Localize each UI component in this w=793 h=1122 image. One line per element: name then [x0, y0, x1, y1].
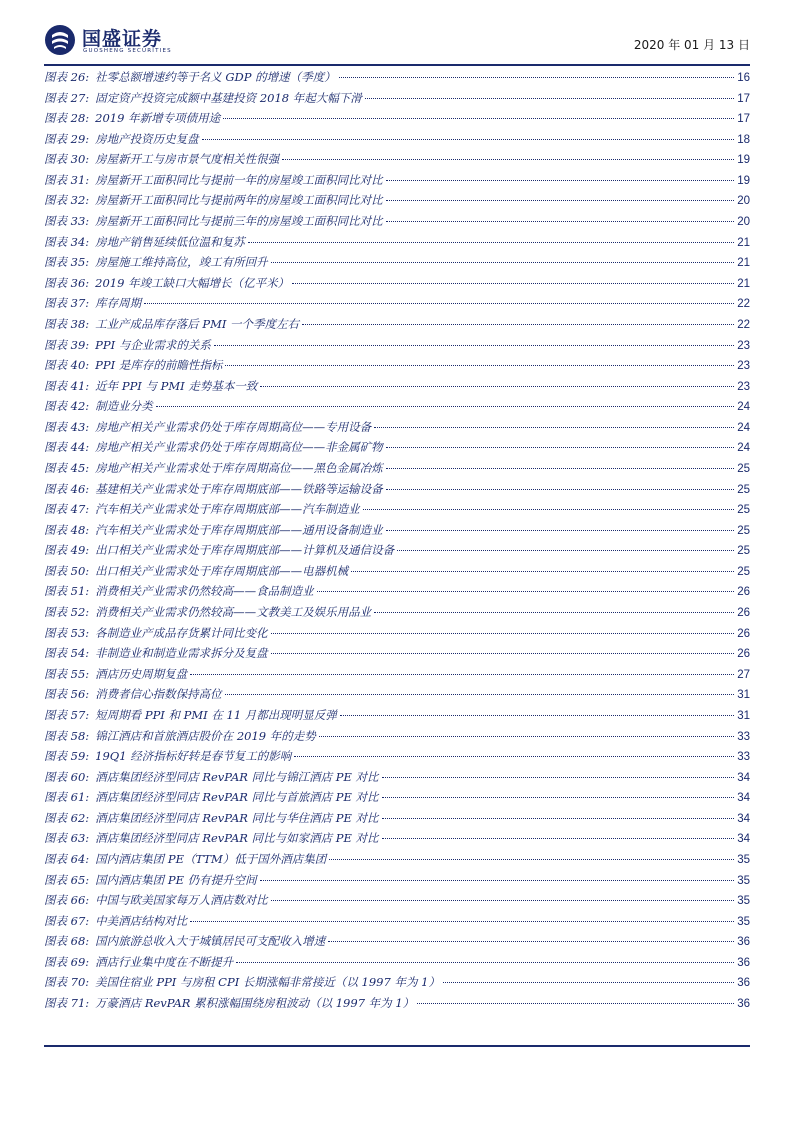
- toc-entry-label: 图表 71:: [44, 996, 90, 1011]
- toc-entry[interactable]: [44, 666, 750, 687]
- toc-dot-leader: [271, 633, 735, 634]
- toc-entry-page: 27: [737, 668, 750, 681]
- toc-entry-label: 图表 49:: [44, 543, 90, 558]
- toc-entry-label: 图表 56:: [44, 687, 90, 702]
- toc-entry-title: 房地产相关产业需求处于库存周期高位——黑色金属冶炼: [95, 460, 383, 475]
- toc-entry-label: 图表 50:: [44, 563, 90, 578]
- toc-entry-label: 图表 59:: [44, 749, 90, 764]
- toc-entry-page: 26: [737, 627, 750, 640]
- toc-entry[interactable]: [44, 419, 750, 440]
- toc-entry-label: 图表 36:: [44, 275, 90, 290]
- toc-entry-page: 20: [737, 216, 750, 229]
- toc-entry-label: 图表 68:: [44, 934, 90, 949]
- brand-name-cn: 国盛证券: [82, 28, 163, 50]
- toc-dot-leader: [223, 118, 734, 119]
- toc-entry-title: 汽车相关产业需求处于库存周期底部——汽车制造业: [95, 502, 360, 517]
- toc-entry-page: 31: [737, 709, 750, 722]
- toc-entry-page: 25: [737, 462, 750, 475]
- toc-entry-label: 图表 47:: [44, 502, 90, 517]
- toc-entry-label: 图表 67:: [44, 913, 90, 928]
- toc-entry-label: 图表 27:: [44, 90, 90, 105]
- toc-entry-title: 出口相关产业需求处于库存周期底部——计算机及通信设备: [95, 543, 395, 558]
- toc-entry[interactable]: [44, 686, 750, 707]
- toc-dot-leader: [397, 550, 734, 551]
- toc-entry[interactable]: [44, 295, 750, 316]
- toc-entry-label: 图表 43:: [44, 419, 90, 434]
- toc-entry-page: 35: [737, 853, 750, 866]
- toc-entry-page: 34: [737, 833, 750, 846]
- toc-entry-label: 图表 57:: [44, 707, 90, 722]
- toc-dot-leader: [190, 921, 734, 922]
- toc-entry-page: 25: [737, 565, 750, 578]
- toc-entry-label: 图表 38:: [44, 316, 90, 331]
- toc-dot-leader: [271, 900, 735, 901]
- toc-entry-title: 酒店集团经济型同店 RevPAR 同比与华住酒店 PE 对比: [95, 810, 379, 825]
- toc-entry-label: 图表 58:: [44, 728, 90, 743]
- toc-entry-title: 近年 PPI 与 PMI 走势基本一致: [95, 378, 258, 393]
- toc-entry-title: 19Q1 经济指标好转是春节复工的影响: [95, 749, 292, 764]
- toc-entry[interactable]: [44, 69, 750, 90]
- toc-entry-page: 25: [737, 524, 750, 537]
- guosheng-logo-icon: [44, 24, 76, 56]
- toc-entry-page: 24: [737, 401, 750, 414]
- toc-entry[interactable]: [44, 439, 750, 460]
- toc-entry[interactable]: [44, 213, 750, 234]
- toc-dot-leader: [144, 303, 734, 304]
- toc-dot-leader: [202, 139, 735, 140]
- toc-entry-title: 国内旅游总收入大于城镇居民可支配收入增速: [95, 934, 326, 949]
- toc-entry-label: 图表 69:: [44, 954, 90, 969]
- toc-dot-leader: [190, 674, 734, 675]
- toc-entry-title: 万豪酒店 RevPAR 累积涨幅围绕房租波动（以 1997 年为 1）: [95, 996, 415, 1011]
- toc-entry-page: 23: [737, 360, 750, 373]
- toc-dot-leader: [225, 694, 735, 695]
- toc-entry[interactable]: [44, 542, 750, 563]
- toc-entry-label: 图表 62:: [44, 810, 90, 825]
- toc-entry[interactable]: [44, 234, 750, 255]
- brand-name-en: GUOSHENG SECURITIES: [83, 48, 172, 54]
- footer-divider: [44, 1045, 750, 1047]
- toc-entry-title: 国内酒店集团 PE 仍有提升空间: [95, 872, 257, 887]
- toc-entry[interactable]: [44, 583, 750, 604]
- toc-dot-leader: [292, 283, 734, 284]
- toc-entry-title: 出口相关产业需求处于库存周期底部——电器机械: [95, 563, 349, 578]
- toc-entry[interactable]: [44, 728, 750, 749]
- toc-dot-leader: [351, 571, 734, 572]
- toc-entry-page: 21: [737, 277, 750, 290]
- toc-entry-page: 22: [737, 318, 750, 331]
- toc-entry-label: 图表 60:: [44, 769, 90, 784]
- toc-entry-page: 33: [737, 730, 750, 743]
- toc-entry-label: 图表 44:: [44, 440, 90, 455]
- toc-dot-leader: [340, 715, 734, 716]
- company-logo: [44, 22, 244, 56]
- toc-entry-title: 房屋新开工面积同比与提前三年的房屋竣工面积同比对比: [95, 214, 383, 229]
- toc-entry-page: 17: [737, 113, 750, 126]
- toc-entry-title: 房地产相关产业需求仍处于库存周期高位——专用设备: [95, 419, 372, 434]
- toc-entry-title: PPI 与企业需求的关系: [95, 337, 211, 352]
- toc-entry-page: 16: [737, 72, 750, 84]
- toc-entry-label: 图表 65:: [44, 872, 90, 887]
- toc-entry-title: 酒店集团经济型同店 RevPAR 同比与锦江酒店 PE 对比: [95, 769, 379, 784]
- toc-entry-title: 美国住宿业 PPI 与房租 CPI 长期涨幅非常接近（以 1997 年为 1）: [95, 975, 440, 990]
- toc-entry[interactable]: [44, 398, 750, 419]
- toc-dot-leader: [386, 200, 735, 201]
- toc-entry-page: 19: [737, 174, 750, 187]
- toc-entry-label: 图表 39:: [44, 337, 90, 352]
- toc-entry[interactable]: [44, 830, 750, 851]
- toc-entry-title: 房屋施工维持高位，竣工有所回升: [95, 255, 268, 270]
- toc-entry-page: 31: [737, 689, 750, 702]
- toc-entry-title: 房地产投资历史复盘: [95, 131, 199, 146]
- toc-entry-page: 26: [737, 607, 750, 620]
- toc-entry-title: 房屋新开工与房市景气度相关性很强: [95, 152, 280, 167]
- toc-dot-leader: [328, 941, 734, 942]
- toc-entry-label: 图表 51:: [44, 584, 90, 599]
- toc-entry-label: 图表 32:: [44, 193, 90, 208]
- toc-entry-label: 图表 53:: [44, 625, 90, 640]
- toc-entry-label: 图表 26:: [44, 70, 90, 84]
- toc-entry[interactable]: [44, 316, 750, 337]
- toc-entry[interactable]: [44, 357, 750, 378]
- toc-entry-title: 房地产销售延续低位温和复苏: [95, 234, 245, 249]
- toc-entry-label: 图表 37:: [44, 296, 90, 311]
- toc-entry-title: 房地产相关产业需求仍处于库存周期高位——非金属矿物: [95, 440, 383, 455]
- toc-entry-page: 26: [737, 586, 750, 599]
- toc-dot-leader: [260, 386, 734, 387]
- toc-entry-page: 19: [737, 154, 750, 167]
- toc-dot-leader: [374, 427, 734, 428]
- toc-entry-title: 库存周期: [95, 296, 142, 311]
- toc-dot-leader: [260, 880, 735, 881]
- toc-entry-title: 各制造业产成品存货累计同比变化: [95, 625, 268, 640]
- toc-entry-title: 房屋新开工面积同比与提前一年的房屋竣工面积同比对比: [95, 172, 383, 187]
- toc-entry-title: 酒店集团经济型同店 RevPAR 同比与如家酒店 PE 对比: [95, 831, 379, 846]
- toc-entry-title: 消费相关产业需求仍然较高——文教美工及娱乐用品业: [95, 605, 372, 620]
- toc-entry-page: 24: [737, 421, 750, 434]
- toc-entry-label: 图表 45:: [44, 460, 90, 475]
- toc-entry[interactable]: [44, 131, 750, 152]
- toc-entry-title: 汽车相关产业需求处于库存周期底部——通用设备制造业: [95, 522, 383, 537]
- toc-dot-leader: [443, 982, 734, 983]
- toc-dot-leader: [386, 489, 735, 490]
- toc-entry-page: 21: [737, 236, 750, 249]
- toc-entry-title: 非制造业和制造业需求拆分及复盘: [95, 646, 268, 661]
- toc-entry[interactable]: [44, 501, 750, 522]
- toc-entry[interactable]: [44, 851, 750, 872]
- toc-dot-leader: [302, 324, 734, 325]
- toc-entry-title: 基建相关产业需求处于库存周期底部——铁路等运输设备: [95, 481, 383, 496]
- toc-entry[interactable]: [44, 933, 750, 954]
- toc-entry[interactable]: [44, 604, 750, 625]
- toc-entry-title: 制造业分类: [95, 399, 153, 414]
- toc-entry[interactable]: [44, 337, 750, 358]
- toc-entry-label: 图表 40:: [44, 358, 90, 373]
- toc-entry-title: 中国与欧美国家每万人酒店数对比: [95, 893, 268, 908]
- toc-entry-page: 23: [737, 339, 750, 352]
- toc-entry-title: 酒店集团经济型同店 RevPAR 同比与首旅酒店 PE 对比: [95, 790, 379, 805]
- toc-entry[interactable]: [44, 748, 750, 769]
- toc-entry-page: 18: [737, 133, 750, 146]
- header-divider: [44, 64, 750, 66]
- toc-entry-page: 21: [737, 257, 750, 270]
- toc-entry-page: 34: [737, 792, 750, 805]
- toc-entry-page: 26: [737, 648, 750, 661]
- toc-entry-title: 工业产成品库存落后 PMI 一个季度左右: [95, 316, 300, 331]
- toc-entry[interactable]: [44, 954, 750, 975]
- toc-entry-label: 图表 61:: [44, 790, 90, 805]
- toc-entry-label: 图表 63:: [44, 831, 90, 846]
- toc-entry-page: 35: [737, 915, 750, 928]
- toc-dot-leader: [382, 777, 735, 778]
- toc-dot-leader: [236, 962, 734, 963]
- toc-entry[interactable]: [44, 563, 750, 584]
- toc-entry[interactable]: [44, 995, 750, 1016]
- toc-entry[interactable]: [44, 522, 750, 543]
- toc-dot-leader: [382, 797, 735, 798]
- figure-index-list: [44, 69, 750, 1016]
- toc-entry-page: 25: [737, 504, 750, 517]
- toc-entry-title: 消费相关产业需求仍然较高——食品制造业: [95, 584, 314, 599]
- toc-dot-leader: [363, 509, 735, 510]
- toc-dot-leader: [329, 859, 734, 860]
- toc-entry[interactable]: [44, 151, 750, 172]
- toc-dot-leader: [386, 221, 735, 222]
- toc-entry[interactable]: [44, 110, 750, 131]
- toc-entry[interactable]: [44, 789, 750, 810]
- toc-entry-title: 中美酒店结构对比: [95, 913, 188, 928]
- toc-entry[interactable]: [44, 810, 750, 831]
- toc-entry-page: 34: [737, 771, 750, 784]
- toc-entry-page: 36: [737, 998, 750, 1011]
- toc-entry-page: 23: [737, 380, 750, 393]
- toc-entry-label: 图表 46:: [44, 481, 90, 496]
- toc-entry[interactable]: [44, 254, 750, 275]
- toc-entry-title: 短周期看 PPI 和 PMI 在 11 月都出现明显反弹: [95, 707, 337, 722]
- toc-entry-label: 图表 52:: [44, 605, 90, 620]
- toc-entry-title: 酒店行业集中度在不断提升: [95, 954, 234, 969]
- toc-entry-label: 图表 41:: [44, 378, 90, 393]
- toc-dot-leader: [248, 242, 735, 243]
- toc-entry-page: 20: [737, 195, 750, 208]
- toc-entry-title: 社零总额增速约等于名义 GDP 的增速（季度）: [95, 70, 336, 84]
- toc-dot-leader: [282, 159, 734, 160]
- toc-dot-leader: [365, 98, 734, 99]
- toc-entry-label: 图表 35:: [44, 255, 90, 270]
- toc-entry-page: 34: [737, 812, 750, 825]
- report-date: 2020 年 01 月 13 日: [633, 38, 750, 52]
- toc-entry-title: 2019 年新增专项债用途: [95, 111, 221, 126]
- toc-dot-leader: [386, 180, 735, 181]
- toc-dot-leader: [382, 818, 735, 819]
- toc-entry-title: 2019 年竣工缺口大幅增长（亿平米）: [95, 275, 290, 290]
- toc-entry-page: 25: [737, 483, 750, 496]
- toc-entry-title: 消费者信心指数保持高位: [95, 687, 222, 702]
- toc-dot-leader: [386, 530, 735, 531]
- toc-entry[interactable]: [44, 481, 750, 502]
- toc-entry-title: 酒店历史周期复盘: [95, 666, 188, 681]
- toc-entry[interactable]: [44, 974, 750, 995]
- toc-entry-page: 24: [737, 442, 750, 455]
- toc-entry[interactable]: [44, 892, 750, 913]
- toc-dot-leader: [271, 653, 735, 654]
- toc-entry-label: 图表 64:: [44, 851, 90, 866]
- toc-entry-title: 国内酒店集团 PE（TTM）低于国外酒店集团: [95, 851, 327, 866]
- toc-dot-leader: [386, 447, 735, 448]
- toc-dot-leader: [271, 262, 735, 263]
- toc-entry[interactable]: [44, 378, 750, 399]
- toc-dot-leader: [339, 77, 735, 78]
- toc-entry[interactable]: [44, 90, 750, 111]
- toc-entry-label: 图表 34:: [44, 234, 90, 249]
- toc-entry-title: PPI 是库存的前瞻性指标: [95, 358, 223, 373]
- toc-entry-page: 33: [737, 751, 750, 764]
- toc-entry-label: 图表 28:: [44, 111, 90, 126]
- toc-entry-label: 图表 48:: [44, 522, 90, 537]
- toc-dot-leader: [417, 1003, 734, 1004]
- toc-entry-title: 固定资产投资完成额中基建投资 2018 年起大幅下滑: [95, 90, 362, 105]
- toc-dot-leader: [319, 736, 734, 737]
- toc-entry[interactable]: [44, 645, 750, 666]
- toc-dot-leader: [374, 612, 734, 613]
- toc-entry-label: 图表 54:: [44, 646, 90, 661]
- toc-entry-page: 36: [737, 936, 750, 949]
- toc-entry-page: 35: [737, 874, 750, 887]
- toc-entry-label: 图表 30:: [44, 152, 90, 167]
- toc-entry[interactable]: [44, 192, 750, 213]
- toc-entry-label: 图表 33:: [44, 214, 90, 229]
- toc-entry-page: 36: [737, 977, 750, 990]
- toc-entry-label: 图表 70:: [44, 975, 90, 990]
- toc-dot-leader: [214, 345, 734, 346]
- toc-entry-title: 房屋新开工面积同比与提前两年的房屋竣工面积同比对比: [95, 193, 383, 208]
- toc-entry[interactable]: [44, 460, 750, 481]
- toc-dot-leader: [225, 365, 734, 366]
- toc-entry-page: 22: [737, 298, 750, 311]
- toc-entry-label: 图表 66:: [44, 893, 90, 908]
- toc-entry[interactable]: [44, 172, 750, 193]
- toc-entry[interactable]: [44, 872, 750, 893]
- toc-dot-leader: [294, 756, 734, 757]
- toc-entry[interactable]: [44, 769, 750, 790]
- toc-entry-page: 17: [737, 92, 750, 105]
- toc-entry-page: 35: [737, 895, 750, 908]
- toc-dot-leader: [386, 468, 735, 469]
- toc-entry-label: 图表 31:: [44, 172, 90, 187]
- toc-entry[interactable]: [44, 707, 750, 728]
- toc-dot-leader: [382, 838, 735, 839]
- toc-entry-page: 36: [737, 956, 750, 969]
- toc-dot-leader: [317, 591, 735, 592]
- toc-entry[interactable]: [44, 913, 750, 934]
- toc-dot-leader: [156, 406, 735, 407]
- toc-entry-label: 图表 55:: [44, 666, 90, 681]
- toc-entry[interactable]: [44, 275, 750, 296]
- toc-entry-page: 25: [737, 545, 750, 558]
- toc-entry-label: 图表 29:: [44, 131, 90, 146]
- page-header: [44, 22, 750, 60]
- toc-entry[interactable]: [44, 625, 750, 646]
- toc-entry-title: 锦江酒店和首旅酒店股价在 2019 年的走势: [95, 728, 316, 743]
- toc-entry-label: 图表 42:: [44, 399, 90, 414]
